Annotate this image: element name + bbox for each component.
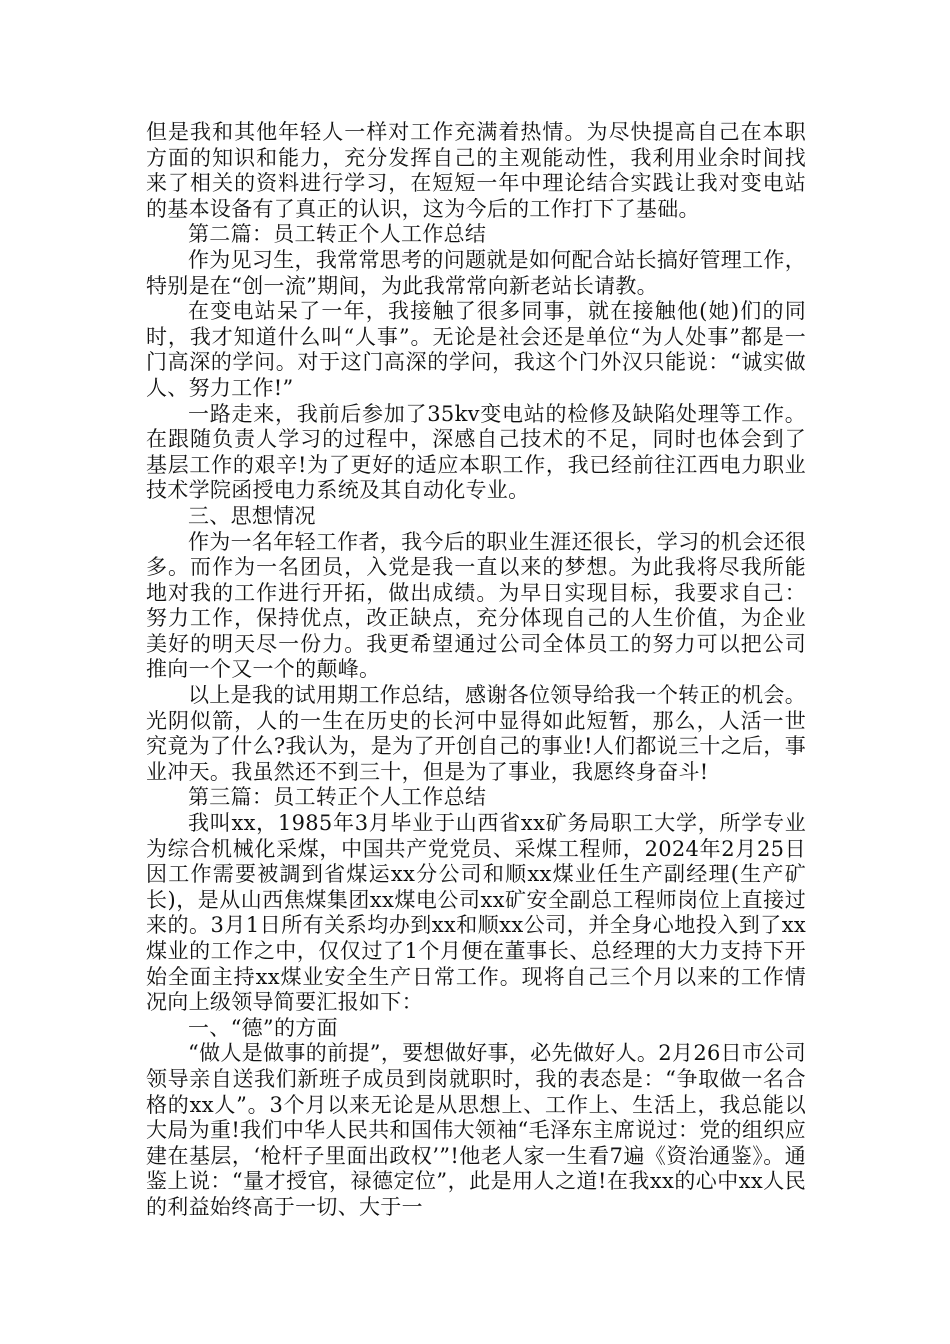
document-page: [146, 120, 806, 1221]
section-heading-chapter-two: 第二篇：员工转正个人工作总结: [188, 222, 487, 247]
paragraph-self-introduction: 我叫xx，1985年3月毕业于山西省xx矿务局职工大学，所学专业为综合机械化采煤，中国共产党党员、采煤工程师，2024年2月25日因工作需要被調到省煤运xx分公司和顺xx煤业任生产副经理(生产矿长)，是从山西焦煤集团xx煤电公司xx矿安全副总工程师岗位上直接过来的。3月1日所有关系均办到xx和顺xx公司，并全身心地投入到了xx煤业的工作之中，仅仅过了1个月便在董事长、总经理的大力支持下开始全面主持xx煤业安全生产日常工作。现将自己三个月以来的工作情况向上级领导简要汇报如下：: [146, 811, 806, 1015]
section-heading-thoughts: 三、思想情况: [188, 503, 316, 528]
paragraph-maintenance-work: 一路走来，我前后参加了35kv变电站的检修及缺陷处理等工作。在跟随负责人学习的过程中，深感自己技术的不足，同时也体会到了基层工作的艰辛!为了更好的适应本职工作，我已经前往江西电力职业技术学院函授电力系统及其自动化专业。: [146, 401, 806, 503]
paragraph-intro: 但是我和其他年轻人一样对工作充满着热情。为尽快提高自己在本职方面的知识和能力，充分发挥自己的主观能动性，我利用业余时间找来了相关的资料进行学习，在短短一年中理论结合实践让我对变电站的基本设备有了真正的认识，这为今后的工作打下了基础。: [146, 120, 806, 221]
paragraph-conclusion: 以上是我的试用期工作总结，感谢各位领导给我一个转正的机会。光阴似箭，人的一生在历史的长河中显得如此短暂，那么，人活一世究竟为了什么?我认为，是为了开创自己的事业!人们都说三十之后，事业冲天。我虽然还不到三十，但是为了事业，我愿终身奋斗!: [146, 683, 806, 784]
section-heading-chapter-three: 第三篇：员工转正个人工作总结: [188, 785, 487, 810]
paragraph-morality: “做人是做事的前提”，要想做好事，必先做好人。2月26日市公司领导亲自送我们新班子成员到岗就职时，我的表态是：“争取做一名合格的xx人”。3个月以来无论是从思想上、工作上、生活上，我总能以大局为重!我们中华人民共和国伟大领袖“毛泽东主席说过：党的组织应建在基层，‘枪杆子里面出政权’”!他老人家一生看7遍《资治通鉴》。通鉴上说：“量才授官，禄德定位”，此是用人之道!在我xx的心中xx人民的利益始终高于一切、大于一: [146, 1041, 806, 1219]
paragraph-career-goals: 作为一名年轻工作者，我今后的职业生涯还很长，学习的机会还很多。而作为一名团员，入党是我一直以来的梦想。为此我将尽我所能地对我的工作进行开拓，做出成绩。为早日实现目标，我要求自己：努力工作，保持优点，改正缺点，充分体现自己的人生价值，为企业美好的明天尽一份力。我更希望通过公司全体员工的努力可以把公司推向一个又一个的颠峰。: [146, 529, 806, 682]
paragraph-personnel: 在变电站呆了一年，我接触了很多同事，就在接触他(她)们的同时，我才知道什么叫“人事”。无论是社会还是单位“为人处事”都是一门高深的学问。对于这门高深的学问，我这个门外汉只能说：“诚实做人、努力工作!”: [146, 299, 806, 400]
paragraph-trainee-role: 作为见习生，我常常思考的问题就是如何配合站长搞好管理工作，特别是在“创一流”期间，为此我常常向新老站长请教。: [146, 247, 806, 298]
section-heading-morality: 一、“德”的方面: [188, 1015, 338, 1040]
